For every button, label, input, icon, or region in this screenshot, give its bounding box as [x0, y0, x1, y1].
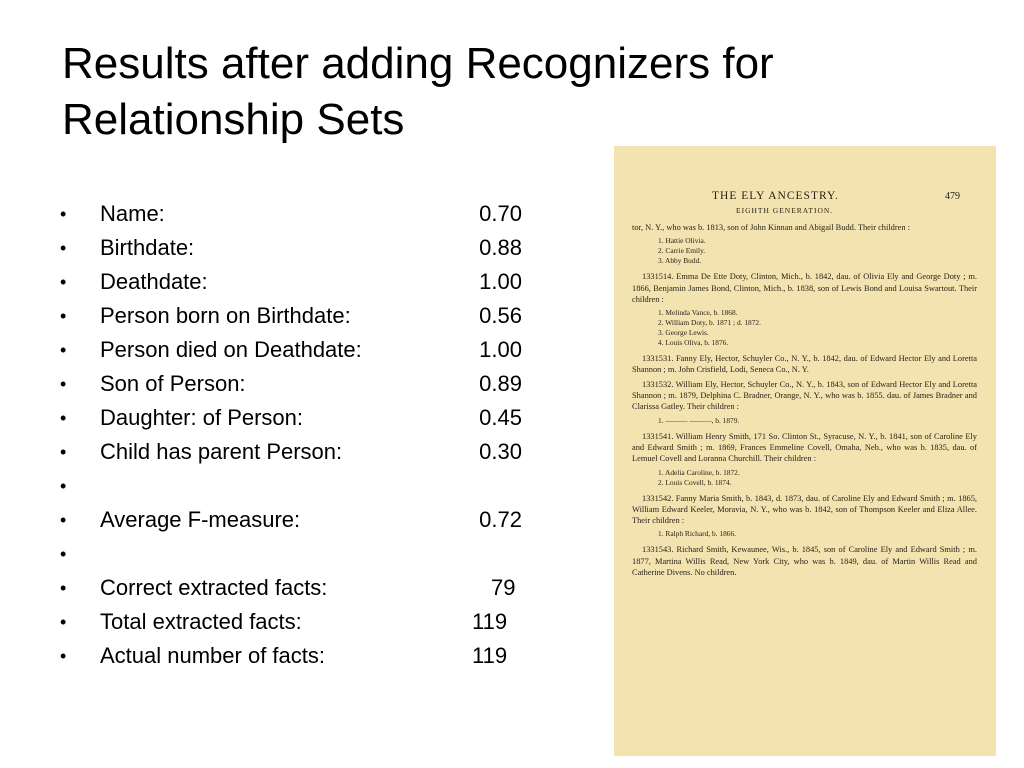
child-entry: 1. Adelia Caroline, b. 1872.	[658, 467, 740, 477]
scanned-book-page	[614, 146, 996, 756]
list-item	[60, 367, 540, 401]
child-entry: 3. Abby Budd.	[658, 256, 702, 266]
metric-label: Daughter: of Person:	[100, 405, 304, 430]
metric-value: 79	[491, 575, 516, 600]
metric-label: Son of Person:	[100, 371, 246, 396]
children-list	[632, 236, 977, 266]
metric-label: Actual number of facts:	[100, 643, 325, 668]
metric-label: Birthdate:	[100, 235, 195, 260]
child-entry: 1. Ralph Richard, b. 1866.	[658, 529, 737, 539]
bullet-glyph: •	[60, 204, 67, 224]
page-header: THE ELY ANCESTRY.	[712, 190, 839, 202]
metric-value: 0.56	[479, 303, 522, 328]
bullet-glyph: •	[60, 238, 67, 258]
metric-label: Child has parent Person:	[100, 439, 343, 464]
title-line-2: Relationship Sets	[62, 95, 405, 144]
entry-paragraph: 1331514. Emma De Ette Doty, Clinton, Mich., b. 1842, dau. of Olivia Ely and George Doty ; m. 1866, Benjamin James Bond, Clinton, Mich., b. 1838, son of Lewis Bond and Louisa Swartout. Their children :	[632, 272, 977, 304]
child-entry: 3. George Lewis.	[658, 328, 709, 338]
metric-value: 0.72	[479, 507, 522, 532]
list-item	[60, 571, 540, 605]
metric-label: Deathdate:	[100, 269, 208, 294]
bullet-glyph: •	[60, 646, 67, 666]
list-item	[60, 537, 540, 571]
bullet-glyph: •	[60, 612, 67, 632]
metric-value: 0.88	[479, 235, 522, 260]
list-item	[60, 435, 540, 469]
bullet-glyph: •	[60, 272, 67, 292]
children-list	[632, 529, 977, 539]
child-entry: 2. Carrie Emily.	[658, 246, 706, 256]
title-line-1: Results after adding Recognizers for	[62, 39, 774, 88]
bullet-glyph: •	[60, 374, 67, 394]
children-list	[632, 308, 977, 348]
child-entry: 1. ——— ———, b. 1879.	[658, 415, 740, 425]
bullet-glyph: •	[60, 442, 67, 462]
metric-label: Average F-measure:	[100, 507, 301, 532]
entry-paragraph: 1331541. William Henry Smith, 171 So. Clinton St., Syracuse, N. Y., b. 1841, son of Caroline Ely and Edward Smith ; m. 1869, Frances Emmeline Covell, Omaha, Neb., who was b. 1835, dau. of Lemuel Covell and Loranna Churchill. Their children :	[632, 431, 977, 464]
metric-value: 1.00	[479, 337, 522, 362]
list-item	[60, 299, 540, 333]
bullet-glyph: •	[60, 476, 67, 496]
metric-label: Name:	[100, 201, 165, 226]
children-list	[632, 468, 977, 488]
list-item	[60, 605, 540, 639]
results-list	[60, 197, 540, 673]
child-entry: 1. Melinda Vance, b. 1868.	[658, 308, 738, 318]
page-subheader: EIGHTH GENERATION.	[736, 206, 834, 215]
list-item	[60, 231, 540, 265]
metric-label: Person died on Deathdate:	[100, 337, 362, 362]
entry-paragraph: 1331543. Richard Smith, Kewaunee, Wis., b. 1845, son of Caroline Ely and Edward Smith ; m. 1877, Martina Willis Read, New York City, who was b. 1849, dau. of Martin Willis Read and Catherine Divens. No children.	[632, 545, 977, 578]
list-item	[60, 639, 540, 673]
list-item	[60, 197, 540, 231]
list-item	[60, 503, 540, 537]
bullet-glyph: •	[60, 510, 67, 530]
bullet-glyph: •	[60, 306, 67, 326]
child-entry: 2. William Doty, b. 1871 ; d. 1872.	[658, 318, 761, 328]
metric-value: 0.30	[479, 439, 522, 464]
bullet-glyph: •	[60, 340, 67, 360]
metric-label: Total extracted facts:	[100, 609, 302, 634]
bullet-glyph: •	[60, 578, 67, 598]
entry-paragraph: 1331531. Fanny Ely, Hector, Schuyler Co., N. Y., b. 1842, dau. of Edward Hector Ely and Loretta Shannon ; m. John Crisfield, Lodi, Seneca Co., N. Y.	[632, 354, 977, 375]
slide-title	[62, 36, 942, 148]
page-body	[632, 222, 977, 581]
bullet-glyph: •	[60, 544, 67, 564]
child-entry: 4. Louis Oliva, b. 1876.	[658, 338, 729, 348]
entry-paragraph: tor, N. Y., who was b. 1813, son of John Kinnan and Abigail Budd. Their children :	[632, 223, 910, 232]
metric-value: 0.70	[479, 201, 522, 226]
metric-value: 119	[472, 609, 508, 634]
metric-label: Correct extracted facts:	[100, 575, 328, 600]
bullet-glyph: •	[60, 408, 67, 428]
child-entry: 1. Hattie Olivia.	[658, 236, 706, 246]
child-entry: 2. Louis Covell, b. 1874.	[658, 477, 732, 487]
metric-value: 1.00	[479, 269, 522, 294]
entry-paragraph: 1331532. William Ely, Hector, Schuyler Co., N. Y., b. 1843, son of Edward Hector Ely and Loretta Shannon ; m. 1879, Delphina C. Bradner, Orange, N. Y., who was b. 1855. dau. of James Bradner and Clarissa Gatley. Their children :	[632, 379, 977, 412]
metric-label: Person born on Birthdate:	[100, 303, 351, 328]
children-list	[632, 416, 977, 426]
metric-value: 119	[472, 643, 508, 668]
metric-value: 0.45	[479, 405, 522, 430]
page-number: 479	[945, 191, 960, 202]
list-item	[60, 469, 540, 503]
list-item	[60, 265, 540, 299]
metric-value: 0.89	[479, 371, 522, 396]
list-item	[60, 401, 540, 435]
list-item	[60, 333, 540, 367]
entry-paragraph: 1331542. Fanny Maria Smith, b. 1843, d. 1873, dau. of Caroline Ely and Edward Smith ; m. 1865, William Edward Keeler, Moravia, N. Y., who was b. 1842, son of Thompson Keeler and Eliza Allee. Their children :	[632, 493, 977, 526]
